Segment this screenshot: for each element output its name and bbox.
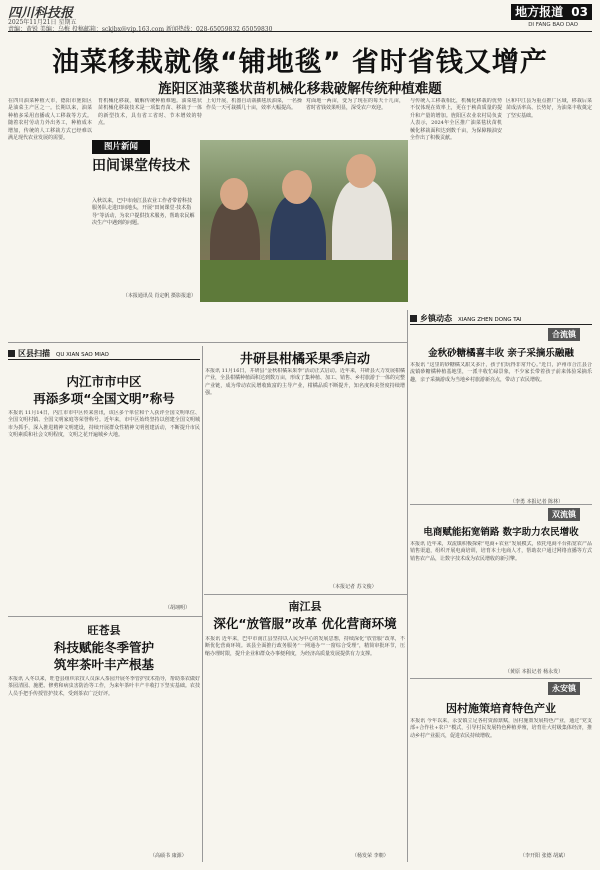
shuangliu-tag: 双流镇: [548, 508, 580, 521]
nanjiang-text: 本报讯 近年来，巴中市南江县坚持以人民为中心的发展思想，持续深化“放管服”改革，不断优化营商环境。该县全面推行政务服务“一网通办”“一窗综合受理”，精简审批环节，压缩办理时限，提升企业和群众办事便利度，为经济高质量发展提供有力支撑。: [205, 636, 405, 657]
yongan-tag: 永安镇: [548, 682, 580, 695]
photo-news-block: [92, 140, 196, 302]
masthead: [8, 2, 592, 32]
yongan-title: 因村施策培育特色产业: [446, 702, 556, 715]
news-photo: [200, 140, 408, 302]
divider: [410, 504, 592, 505]
section-pinyin: DI FANG BAO DAO: [528, 22, 578, 28]
hejiang-text: 本报讯 “这里的砂糖橘又甜又多汁，孩子们玩得非常开心。”近日，泸州市合江县合流镇砂糖橘种植基地里，一派丰收忙碌景象，不少家长带着孩子前来体验采摘乐趣，亲子采摘游成为当地乡村旅游新亮点，带动了农民增收。: [410, 362, 592, 383]
hejiang-credit: （李勇 本报记者 陈林）: [510, 499, 564, 505]
neijiang-text: 本报讯 11月14日，内江市市中区传来喜讯，该区多个单位和个人获评全国文明单位、全国文明村镇、全国文明家庭等荣誉称号。近年来，市中区始终坚持以创建全国文明城市为抓手，深入推进精神文明建设，持续开展群众性精神文明创建活动，不断提升市民文明素质和社会文明程度，文明之花开遍城乡大地。: [8, 410, 200, 439]
wangcang-credit: （高硕书 康源）: [150, 853, 187, 859]
lead-text-col1: 在四川油菜种植大市，德阳市旌阳区是油菜主产区之一。长期以来，油菜种植多采用直播或人工移栽等方式。随着农村劳动力外出务工，种植成本增加，传统的人工移栽方式已经难以满足现代农业发展的需要。: [8, 98, 92, 142]
lead-headline: 油菜移栽就像“铺地毯” 省时省钱又增产: [52, 47, 548, 78]
nanjiang-title: 深化“放管服”改革 优化营商环境: [213, 616, 397, 631]
left-column-head: 区县扫描 QU XIAN SAO MIAO: [8, 348, 200, 360]
divider: [410, 678, 592, 679]
yongan-text: 本报讯 今年以来，永安镇立足各村资源禀赋，因村施策发展特色产业，通过“党支部+合作社+农户”模式，引导村民发展特色种植养殖，培育壮大村级集体经济，推动乡村产业振兴，促进农民持续增收。: [410, 718, 592, 739]
photo-news-title: 田间课堂传技术: [92, 158, 190, 174]
lead-text-col4: 对面地一两亩，变为了现在的每天十几亩，省时省钱效果明显，深受农户欢迎。: [306, 98, 404, 112]
person-head: [282, 170, 312, 204]
date-line: 2025年11月21日 星期五: [8, 19, 77, 26]
wangcang-title-1: 科技赋能冬季管护: [53, 640, 154, 655]
yongan-credit: （李开阳 张德 胡斌）: [520, 853, 569, 859]
person-head: [346, 154, 376, 188]
wangcang-title-2: 筑牢茶叶丰产根基: [53, 657, 154, 672]
nanjiang-credit: （杨发荣 李朝）: [352, 853, 389, 859]
contact-line: 责编：黄锐 美编：乌梅 投稿邮箱：sckjbx@vip.163.com 新闻热线：028-65059832 65059830: [8, 26, 273, 33]
neijiang-title-1: 内江市市中区: [66, 374, 142, 389]
shuangliu-title: 电商赋能拓宽销路 数字助力农民增收: [423, 527, 579, 538]
hejiang-title: 金秋砂糖橘喜丰收 亲子采摘乐融融: [428, 348, 574, 359]
jingyan-credit: （本报记者 苏文俊）: [330, 584, 377, 590]
divider: [407, 310, 408, 862]
jingyan-text: 本报讯 11月16日，井研县“金秋柑橘采果季”活动正式启动。近年来，井研县大力发展柑橘产业，全县柑橘种植面积达到数万亩，形成了集种植、加工、销售、乡村旅游于一体的完整产业链，成为带动农民增收致富的主导产业，柑橘品质不断提升，知名度和美誉度持续增强。: [205, 368, 405, 397]
lead-subheadline: 旌阳区油菜毯状苗机械化移栽破解传统种植难题: [158, 81, 442, 97]
neijiang-title-2: 再添多项“全国文明”称号: [33, 391, 175, 406]
section-name: 地方报道: [515, 5, 564, 19]
wangcang-text: 本报讯 入冬以来，旺苍县组织农技人员深入茶园开展冬季管护技术指导，帮助茶农做好茶园清园、施肥、修剪和病虫害防治等工作，为来年茶叶丰产丰收打下坚实基础。农技人员手把手传授管护技术，受到茶农广泛好评。: [8, 676, 200, 697]
section-tag: [511, 4, 592, 20]
paper-name: 四川科技报: [8, 6, 74, 21]
person-head: [220, 178, 248, 210]
page-number: 03: [571, 5, 588, 19]
divider: [204, 594, 407, 595]
lead-text-col2: 育机械化移栽，破解传统种植难题。油菜毯状苗机械化移栽技术是一项集育苗、移栽于一体的新型技术，具有省工省时、节本增效的特点。: [98, 98, 202, 127]
nanjiang-tag: 南江县: [288, 600, 322, 613]
neijiang-credit: （胡翊明）: [165, 605, 191, 611]
photo-news-caption: 入秋以来，巴中市南江县农业工作者带着科技服务队走进田间地头，开展“田间课堂·技术指导”等活动，为农户提供技术服务，帮助农民解决生产中遇到的问题。: [92, 198, 195, 226]
crop-foliage: [200, 260, 408, 302]
divider: [8, 342, 408, 343]
shuangliu-credit: （黄原 本报记者 杨永发）: [505, 669, 564, 675]
lead-text-col3: 上旬开展，机器自动栽插毯状油菜，一名操作员一天可栽插几十亩，效率大幅提高。: [206, 98, 302, 112]
divider: [8, 616, 202, 617]
jingyan-title: 井研县柑橘采果季启动: [239, 352, 370, 367]
header-rule: [8, 31, 592, 32]
lead-text-col5: 与传统人工移栽相比，机械化移栽的优势不仅体现在效率上，更在于秧苗质量的提升和产量的增加。旌阳区农业农村局负责人表示，2024年全区推广油菜毯状苗机械化移栽面积达到数千亩，为保障粮油安全作出了积极贡献。: [410, 98, 502, 142]
hejiang-tag: 合流镇: [548, 328, 580, 341]
shuangliu-text: 本报讯 近年来，双流镇积极探索“电商+农业”发展模式，依托电商平台拓宽农产品销售渠道，组织开展电商培训，培育本土电商人才，帮助农户通过网络直播等方式销售农产品，让数字技术成为农民增收的新引擎。: [410, 541, 592, 562]
wangcang-tag: 旺苍县: [87, 624, 121, 637]
divider: [202, 346, 203, 862]
photo-news-credit: （本报通讯员 肖定帆 摄影报道）: [122, 293, 196, 299]
lead-text-col6: 区和中江县为重点推广区域，移栽后菜苗成活率高、长势好，为油菜丰收奠定了坚实基础。: [506, 98, 592, 119]
photo-news-label: 图片新闻: [92, 140, 150, 154]
right-column-head: 乡镇动态 XIANG ZHEN DONG TAI: [410, 313, 592, 325]
